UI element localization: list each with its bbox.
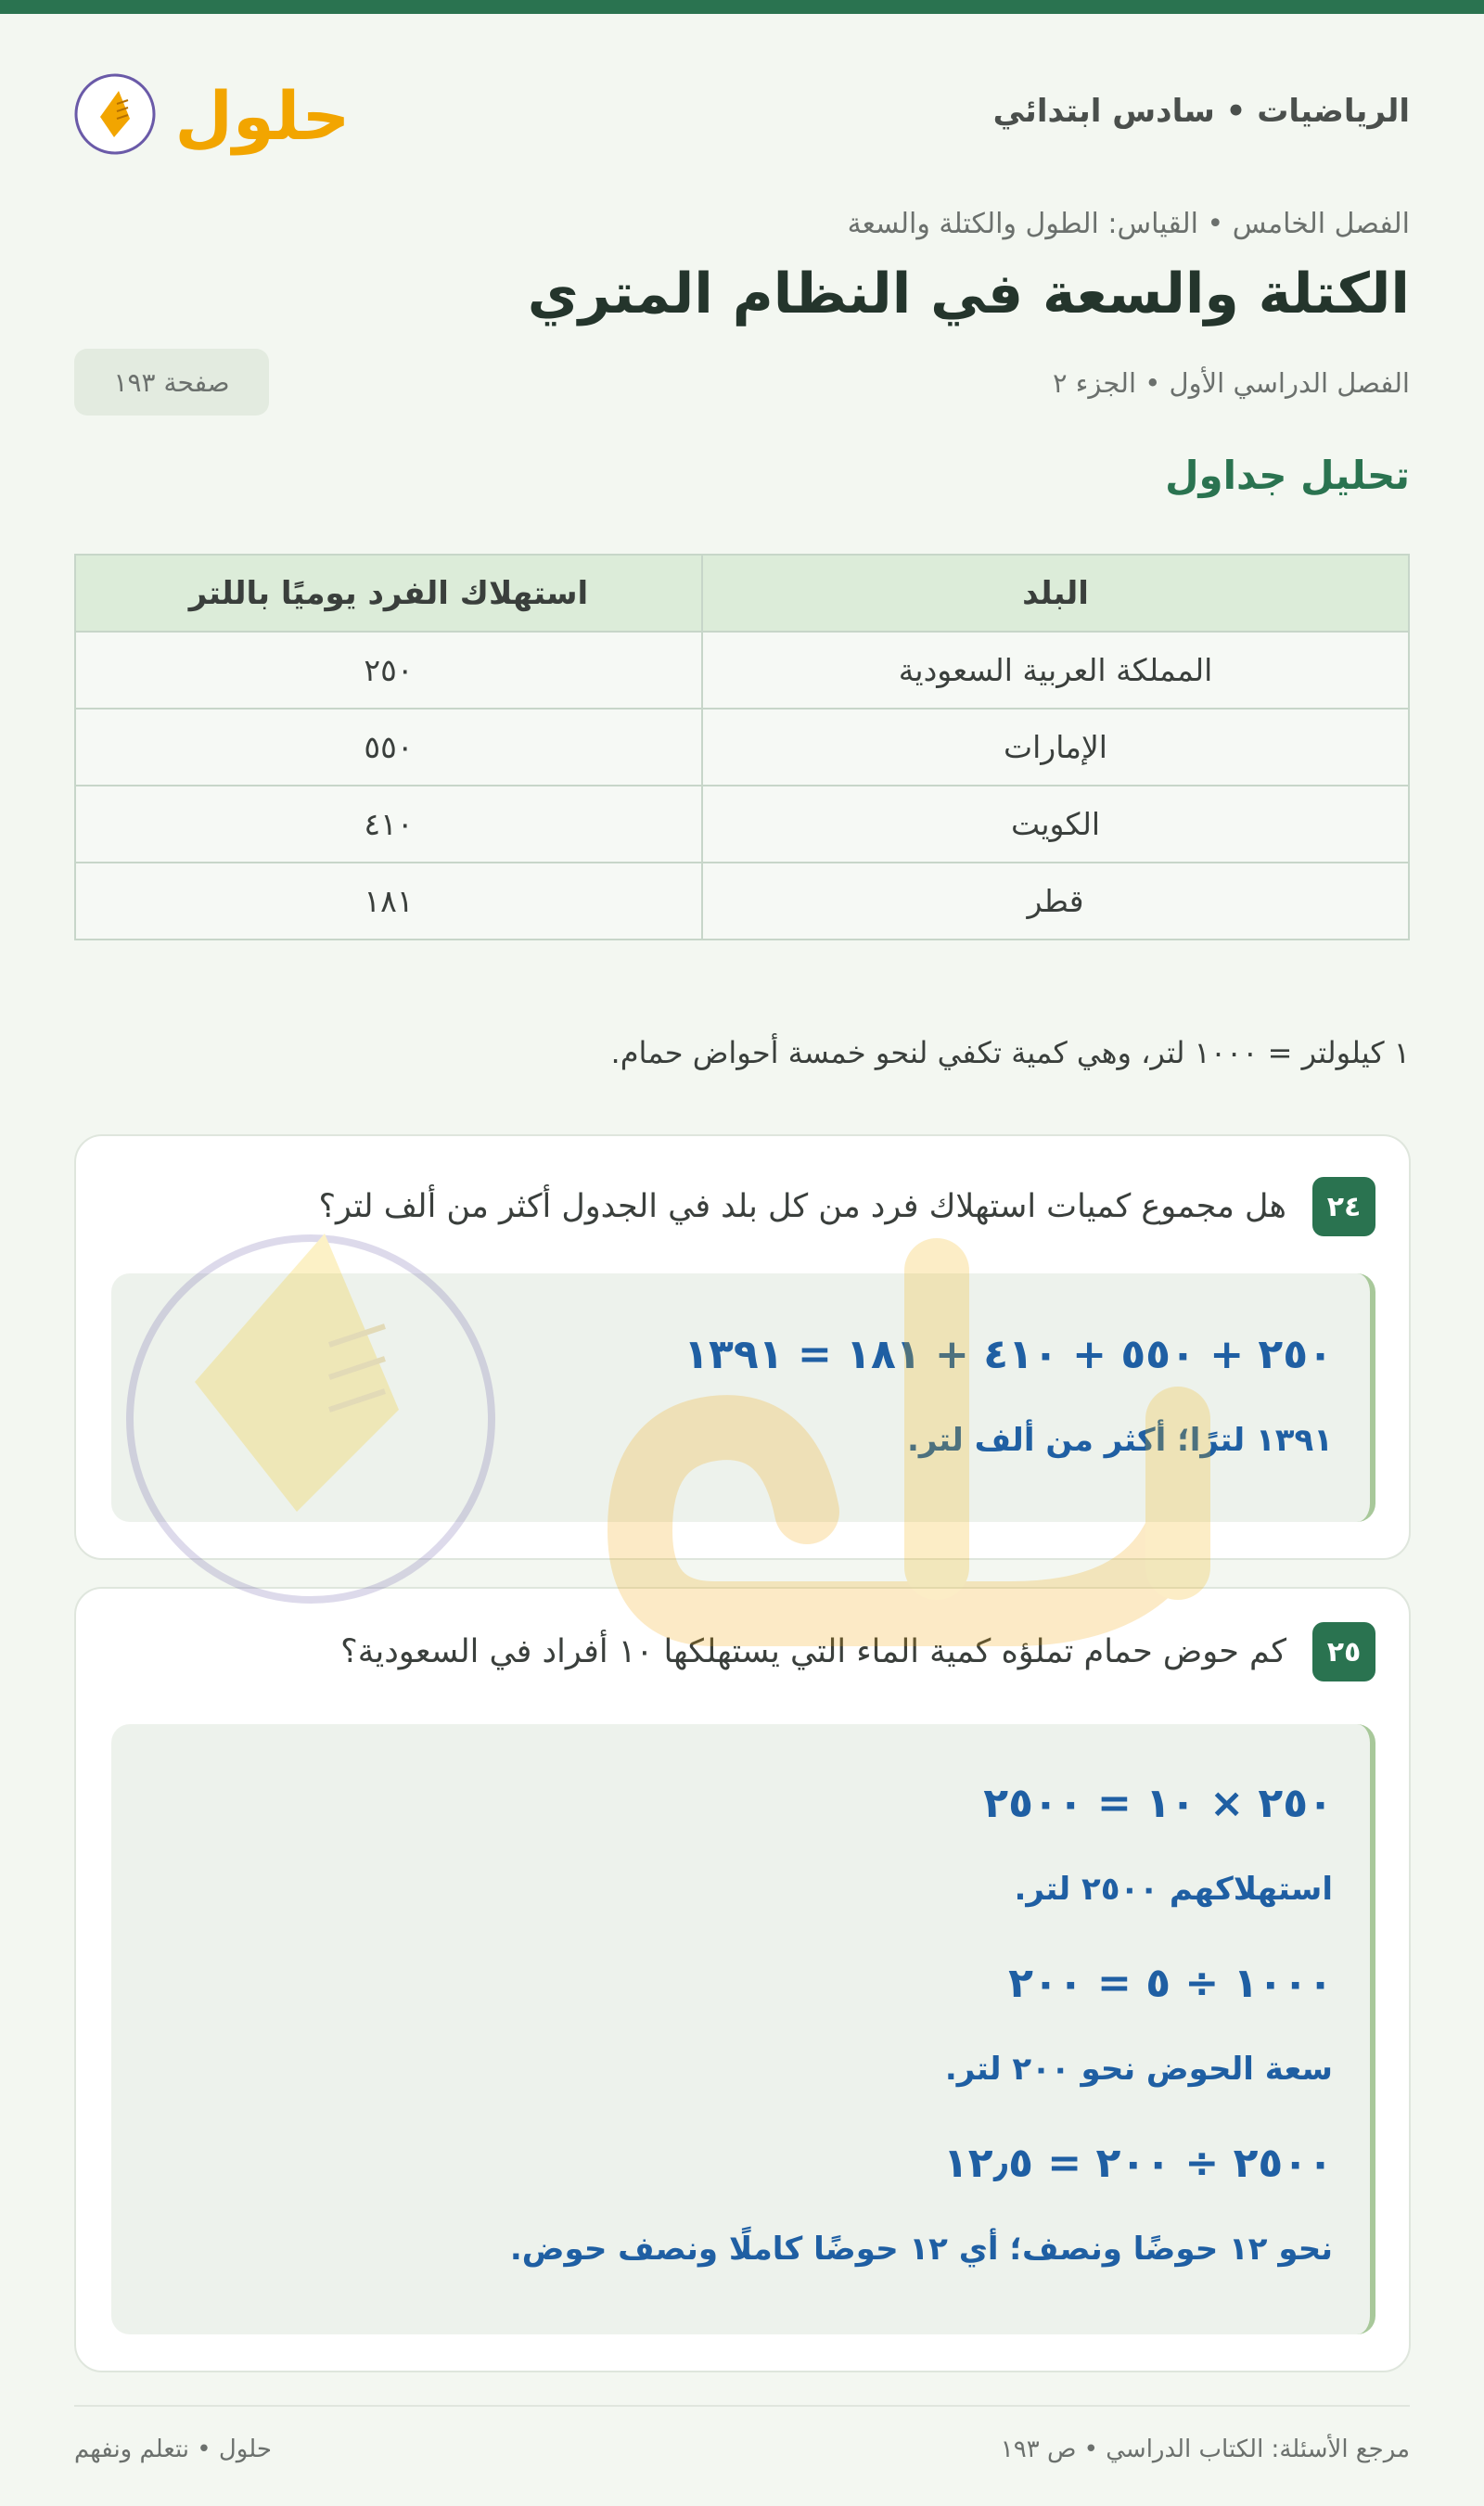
table-row bbox=[75, 863, 1409, 940]
answer-equation: ٢٥٠ + ٥٥٠ + ٤١٠ + ١٨١ = ١٣٩١ bbox=[684, 1331, 1333, 1378]
answer-equation: ٢٥٠ × ١٠ = ٢٥٠٠ bbox=[983, 1780, 1333, 1827]
subject-grade-label: الرياضيات • سادس ابتدائي bbox=[992, 93, 1410, 130]
table-row bbox=[75, 786, 1409, 863]
question-number-badge: ٢٥ bbox=[1312, 1622, 1375, 1681]
column-header-country: البلد bbox=[702, 555, 1409, 632]
unit-note: ١ كيلولتر = ١٠٠٠ لتر، وهي كمية تكفي لنحو خمسة أحواض حمام. bbox=[610, 1035, 1410, 1070]
question-card bbox=[74, 1134, 1411, 1560]
answer-box bbox=[111, 1724, 1375, 2334]
page-title: الكتلة والسعة في النظام المتري bbox=[527, 262, 1410, 326]
footer-tagline: حلول • نتعلم ونفهم bbox=[74, 2436, 272, 2463]
cell-country: الكويت bbox=[702, 786, 1409, 863]
question-number-badge: ٢٤ bbox=[1312, 1177, 1375, 1236]
table-row bbox=[75, 709, 1409, 786]
logo-wordmark: حلول bbox=[174, 77, 351, 155]
cell-country: قطر bbox=[702, 863, 1409, 940]
site-logo[interactable] bbox=[72, 63, 351, 165]
cell-consumption: ٥٥٠ bbox=[75, 709, 702, 786]
answer-box bbox=[111, 1273, 1375, 1522]
cell-consumption: ١٨١ bbox=[75, 863, 702, 940]
footer-reference: مرجع الأسئلة: الكتاب الدراسي • ص ١٩٣ bbox=[1000, 2436, 1410, 2463]
answer-equation: ١٠٠٠ ÷ ٥ = ٢٠٠ bbox=[1008, 1960, 1333, 2007]
top-accent-bar bbox=[0, 0, 1484, 14]
consumption-table bbox=[74, 554, 1410, 940]
answer-statement: استهلاكهم ٢٥٠٠ لتر. bbox=[1014, 1871, 1333, 1908]
page-number-badge: صفحة ١٩٣ bbox=[74, 349, 269, 416]
answer-statement: ١٣٩١ لترًا؛ أكثر من ألف لتر. bbox=[907, 1422, 1333, 1459]
cell-consumption: ٢٥٠ bbox=[75, 632, 702, 709]
breadcrumb: الفصل الخامس • القياس: الطول والكتلة والسعة bbox=[847, 208, 1410, 240]
column-header-consumption: استهلاك الفرد يوميًا باللتر bbox=[75, 555, 702, 632]
term-label: الفصل الدراسي الأول • الجزء ٢ bbox=[1052, 367, 1410, 399]
table-row bbox=[75, 632, 1409, 709]
answer-statement: سعة الحوض نحو ٢٠٠ لتر. bbox=[944, 2051, 1333, 2088]
question-text: كم حوض حمام تملؤه كمية الماء التي يستهلكها ١٠ أفراد في السعودية؟ bbox=[340, 1633, 1286, 1670]
cell-country: المملكة العربية السعودية bbox=[702, 632, 1409, 709]
question-card bbox=[74, 1587, 1411, 2372]
answer-statement: نحو ١٢ حوضًا ونصف؛ أي ١٢ حوضًا كاملًا ونصف حوض. bbox=[509, 2231, 1333, 2268]
table-header-row bbox=[75, 555, 1409, 632]
section-heading: تحليل جداول bbox=[1165, 453, 1410, 498]
answer-equation: ٢٥٠٠ ÷ ٢٠٠ = ١٢٫٥ bbox=[942, 2140, 1333, 2187]
question-text: هل مجموع كميات استهلاك فرد من كل بلد في الجدول أكثر من ألف لتر؟ bbox=[318, 1188, 1286, 1225]
cell-consumption: ٤١٠ bbox=[75, 786, 702, 863]
cell-country: الإمارات bbox=[702, 709, 1409, 786]
footer-divider bbox=[74, 2405, 1410, 2407]
